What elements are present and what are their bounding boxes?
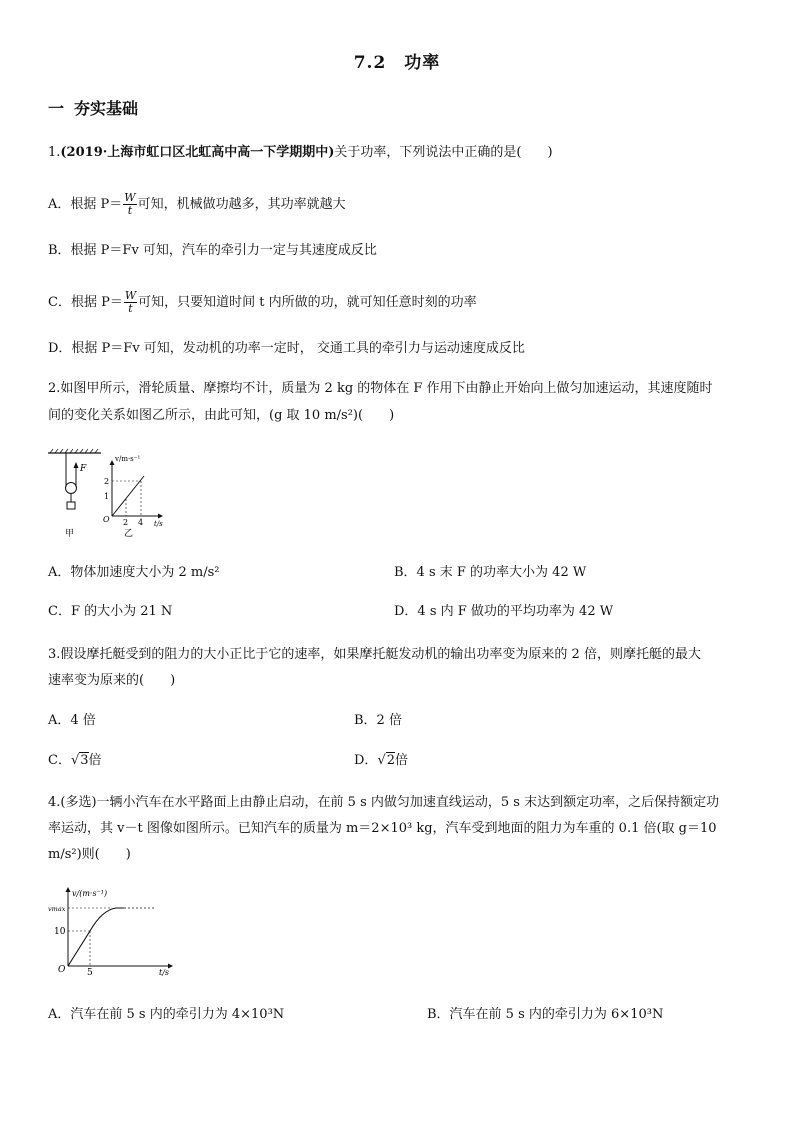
tick-label-5: 5 [87,968,93,978]
q3-stem-line1: 3.假设摩托艇受到的阻力的大小正比于它的速率，如果摩托艇发动机的输出功率变为原来的 2 倍，则摩托艇的最大 [48,647,701,662]
force-label: F [80,464,87,474]
q1-source: (2019·上海市虹口区北虹高中高一下学期期中) [60,145,335,160]
q3-c-prefix: C． [48,753,71,768]
q1-option-b[interactable]: B．根据 P＝Fv 可知，汽车的牵引力一定与其速度成反比 [48,243,377,258]
q4-figure [46,884,180,978]
radicand: 2 [386,753,396,768]
q2-option-c[interactable]: C．F 的大小为 21 N [48,604,173,619]
origin-label: O [58,965,66,975]
q4-stem-line3: m/s²)则( ) [48,847,131,862]
q2-figure [46,448,176,540]
fraction-numerator: W [124,289,137,302]
q1-stem [48,143,553,163]
y-axis-arrow [110,460,115,465]
q3-c-suffix: 倍 [88,753,102,768]
y-axis-label: v/(m·s⁻¹) [72,889,108,898]
title-number: 7.2 [353,53,387,73]
q1-c-fraction [124,290,137,315]
section-heading [48,96,138,119]
fraction-denominator: t [128,302,133,315]
section-mark: 一 [48,99,65,118]
q3-d-prefix: D． [354,753,378,768]
q2-stem-line2: 间的变化关系如图乙所示，由此可知，(g 取 10 m/s²)( ) [48,408,395,423]
sqrt-2: √2 [377,753,396,768]
radicand: 3 [80,753,89,768]
q3-d-suffix: 倍 [395,753,409,768]
figure-label-yi: 乙 [124,529,134,539]
section-text: 夯实基础 [74,99,139,118]
q1-a-fraction [123,192,136,217]
q4-option-a[interactable]: A．汽车在前 5 s 内的牵引力为 4×10³N [48,1007,285,1022]
q1-stem-text: 关于功率，下列说法中正确的是( ) [334,145,553,160]
origin-label: O [103,515,110,524]
vmax-label: vmax [48,905,66,913]
velocity-line [112,476,144,516]
tick-label-x4: 4 [138,518,144,527]
q1-option-a[interactable] [48,192,346,217]
q2-option-a[interactable]: A．物体加速度大小为 2 m/s² [48,565,220,580]
x-axis-arrow [158,514,163,519]
page-title [0,48,794,73]
pulley-icon [66,483,77,494]
ceiling-hatch [50,449,98,453]
figure-label-jia: 甲 [65,529,75,539]
q2-option-d[interactable]: D．4 s 内 F 做功的平均功率为 42 W [394,604,614,619]
x-axis-label: t/s [154,520,163,528]
q4-stem-line1: 4.(多选)一辆小汽车在水平路面上由静止启动，在前 5 s 内做匀加速直线运动，5 s 末达到额定功率，之后保持额定功 [48,795,720,810]
q1-c-prefix: C．根据 P＝ [48,295,123,310]
q1-option-c[interactable] [48,290,477,315]
y-axis-label: v/m·s⁻¹ [115,455,141,463]
q3-option-b[interactable]: B．2 倍 [354,713,402,728]
q4-stem-line2: 率运动，其 v－t 图像如图所示。已知汽车的质量为 m＝2×10³ kg，汽车受到地面的阻力为车重的 0.1 倍(取 g＝10 [48,821,717,836]
title-text: 功率 [404,53,441,73]
q2-stem-line1: 2.如图甲所示，滑轮质量、摩擦均不计，质量为 2 kg 的物体在 F 作用下由静止开始向上做匀加速运动，其速度随时 [48,381,713,396]
q3-stem-line2: 速率变为原来的( ) [48,673,176,688]
tick-label-y2: 2 [104,477,110,486]
velocity-curve [68,908,124,966]
q3-option-a[interactable]: A．4 倍 [48,713,96,728]
fraction-denominator: t [127,204,133,217]
sqrt-3: √3 [70,753,89,768]
q2-option-b[interactable]: B．4 s 末 F 的功率大小为 42 W [394,565,587,580]
tick-label-10: 10 [54,927,66,937]
q1-number: 1. [48,145,61,160]
y-axis-arrow [66,887,71,892]
x-axis-label: t/s [159,968,170,977]
q1-c-suffix: 可知，只要知道时间 t 内所做的功，就可知任意时刻的功率 [138,295,477,310]
force-arrow-head [74,462,79,468]
q1-a-prefix: A．根据 P＝ [48,197,123,212]
q1-option-d[interactable]: D．根据 P＝Fv 可知，发动机的功率一定时， 交通工具的牵引力与运动速度成反比 [48,341,525,356]
q3-option-c[interactable] [48,751,102,771]
q3-option-d[interactable] [354,751,408,771]
fraction-numerator: W [124,191,136,204]
q1-a-suffix: 可知，机械做功越多，其功率就越大 [137,197,346,212]
tick-label-x2: 2 [123,518,129,527]
tick-label-y1: 1 [104,492,110,501]
q4-option-b[interactable]: B．汽车在前 5 s 内的牵引力为 6×10³N [427,1007,664,1022]
block-icon [67,502,75,509]
